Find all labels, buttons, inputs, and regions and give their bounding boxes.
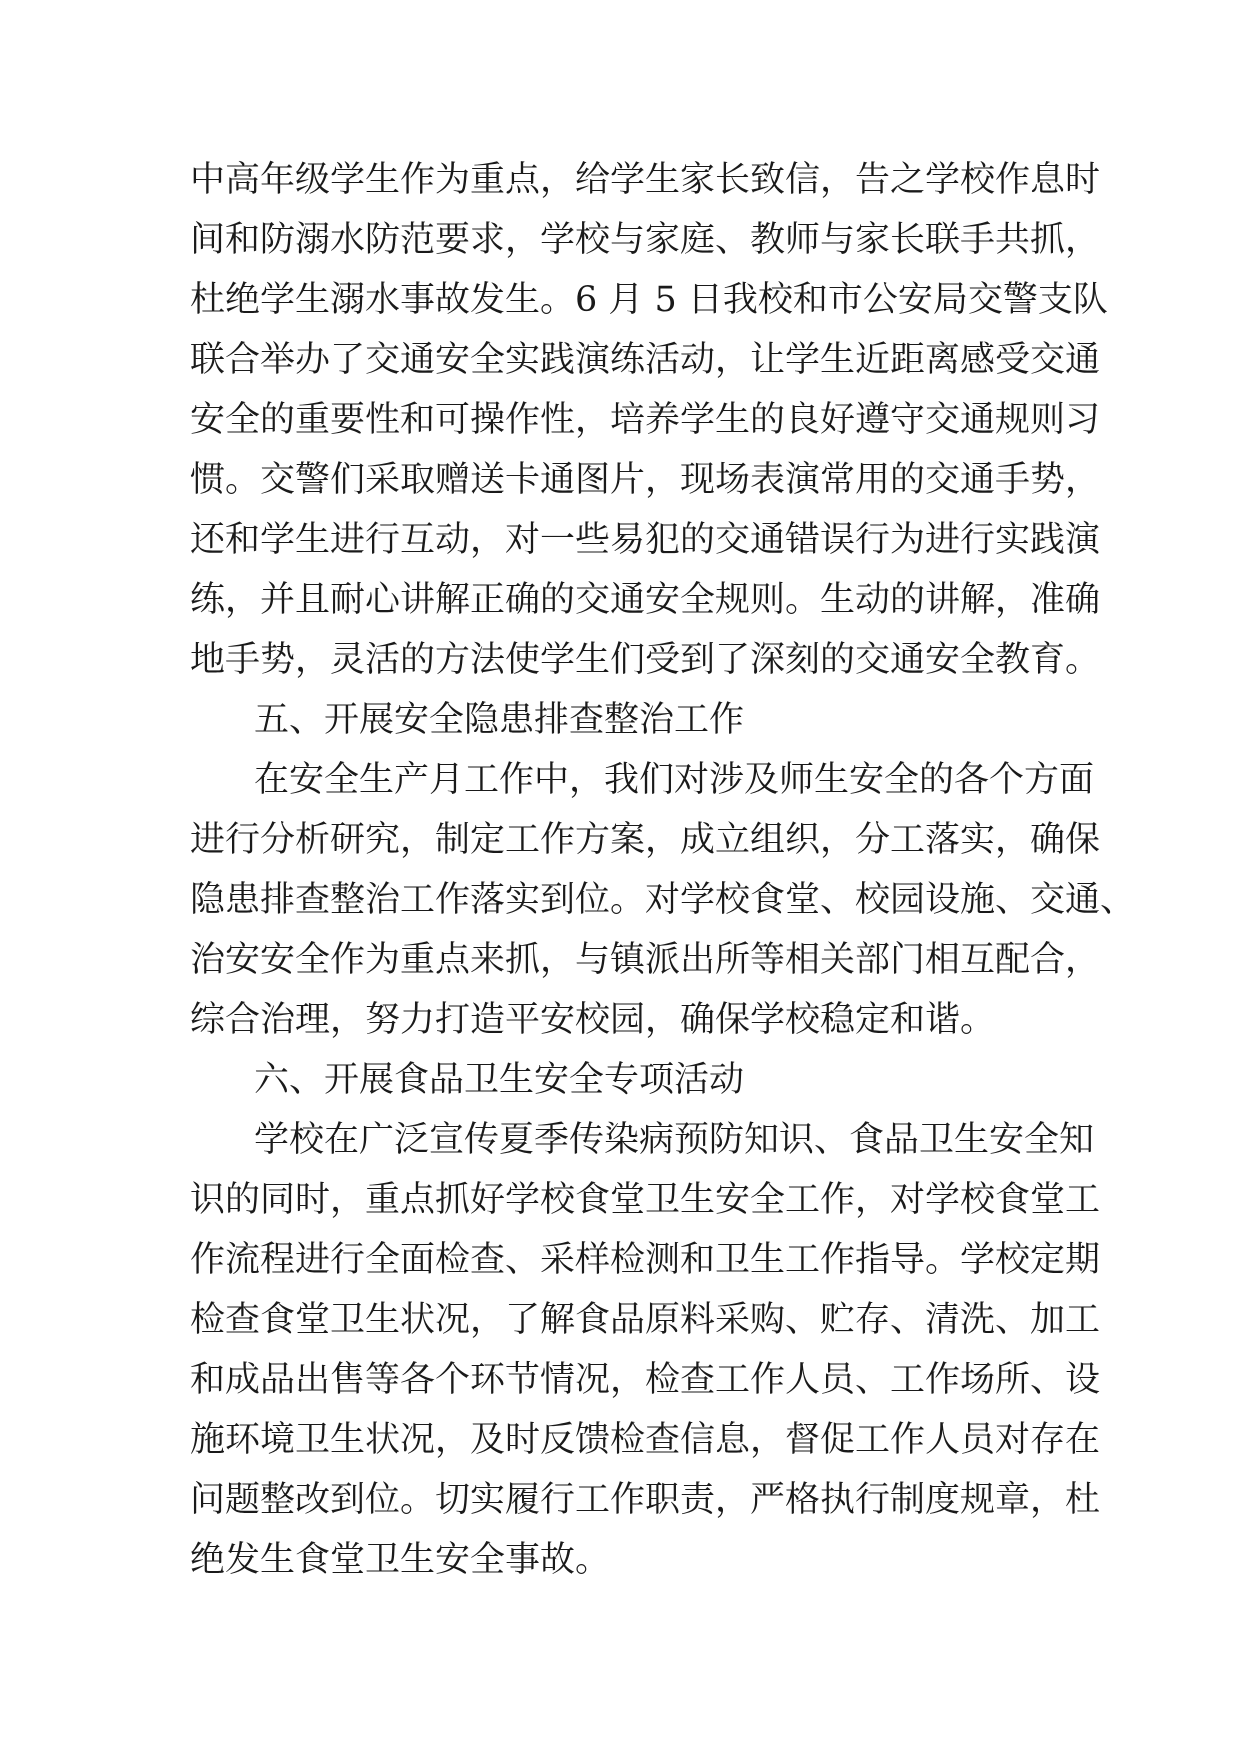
paragraph-line: 还和学生进行互动，对一些易犯的交通错误行为进行实践演 [190, 520, 1101, 560]
paragraph-line: 联合举办了交通安全实践演练活动，让学生近距离感受交通 [190, 340, 1101, 380]
paragraph-line: 隐患排查整治工作落实到位。对学校食堂、校园设施、交通、 [190, 880, 1136, 920]
section-heading: 五、开展安全隐患排查整治工作 [254, 700, 745, 740]
paragraph-line: 作流程进行全面检查、采样检测和卫生工作指导。学校定期 [190, 1240, 1101, 1280]
paragraph-line: 检查食堂卫生状况，了解食品原料采购、贮存、清洗、加工 [190, 1300, 1101, 1340]
section-heading: 六、开展食品卫生安全专项活动 [254, 1060, 745, 1100]
paragraph-line: 综合治理，努力打造平安校园，确保学校稳定和谐。 [190, 1000, 996, 1040]
paragraph-line: 进行分析研究，制定工作方案，成立组织，分工落实，确保 [190, 820, 1101, 860]
paragraph-line: 绝发生食堂卫生安全事故。 [190, 1540, 611, 1580]
paragraph-line: 和成品出售等各个环节情况，检查工作人员、工作场所、设 [190, 1360, 1101, 1400]
paragraph-line: 学校在广泛宣传夏季传染病预防知识、食品卫生安全知 [254, 1120, 1095, 1160]
paragraph-line: 惯。交警们采取赠送卡通图片，现场表演常用的交通手势， [190, 460, 1101, 500]
paragraph-line: 练，并且耐心讲解正确的交通安全规则。生动的讲解，准确 [190, 580, 1101, 620]
paragraph-line: 治安安全作为重点来抓，与镇派出所等相关部门相互配合， [190, 940, 1101, 980]
paragraph-line: 中高年级学生作为重点，给学生家长致信，告之学校作息时 [190, 160, 1101, 200]
paragraph-line: 地手势，灵活的方法使学生们受到了深刻的交通安全教育。 [190, 640, 1101, 680]
paragraph-line: 安全的重要性和可操作性，培养学生的良好遵守交通规则习 [190, 400, 1101, 440]
paragraph-line: 施环境卫生状况，及时反馈检查信息，督促工作人员对存在 [190, 1420, 1101, 1460]
paragraph-line: 杜绝学生溺水事故发生。6 月 5 日我校和市公安局交警支队 [190, 280, 1108, 320]
paragraph-line: 在安全生产月工作中，我们对涉及师生安全的各个方面 [254, 760, 1095, 800]
paragraph-line: 问题整改到位。切实履行工作职责，严格执行制度规章，杜 [190, 1480, 1101, 1520]
paragraph-line: 识的同时，重点抓好学校食堂卫生安全工作，对学校食堂工 [190, 1180, 1101, 1220]
paragraph-line: 间和防溺水防范要求，学校与家庭、教师与家长联手共抓， [190, 220, 1101, 260]
